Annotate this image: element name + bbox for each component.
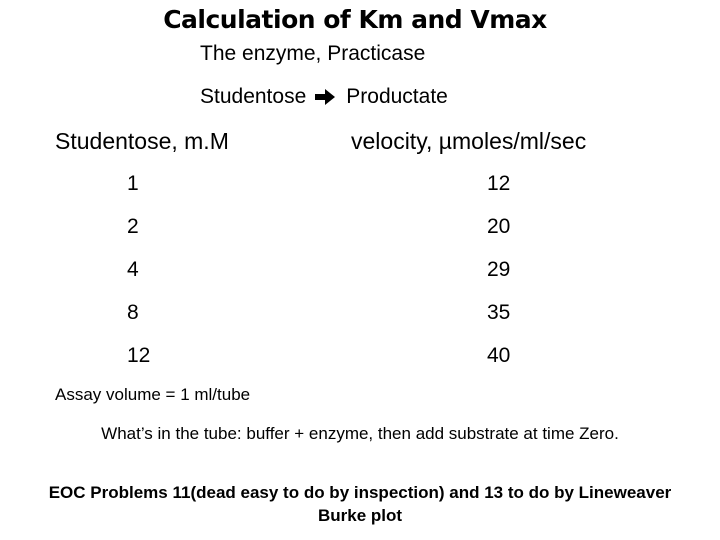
table-row [0, 301, 720, 337]
reaction-equation [200, 85, 448, 109]
substrate-column-header: Studentose, m.M [55, 128, 229, 154]
velocity-cell: 12 [487, 172, 511, 195]
velocity-cell: 20 [487, 215, 511, 238]
substrate-cell: 12 [127, 344, 151, 367]
reaction-substrate: Studentose [200, 85, 307, 108]
tube-contents-note: What’s in the tube: buffer + enzyme, then add substrate at time Zero. [101, 424, 619, 443]
assay-volume-note: Assay volume = 1 ml/tube [55, 385, 251, 404]
velocity-cell: 35 [487, 301, 511, 324]
enzyme-subtitle: The enzyme, Practicase [200, 42, 426, 65]
substrate-cell: 8 [127, 301, 139, 324]
right-arrow-icon [314, 88, 336, 106]
table-row [0, 258, 720, 294]
velocity-column-header: velocity, µmoles/ml/sec [351, 128, 587, 154]
page-title: Calculation of Km and Vmax [163, 5, 547, 34]
substrate-cell: 4 [127, 258, 139, 281]
table-row [0, 215, 720, 251]
table-row [0, 172, 720, 208]
substrate-cell: 1 [127, 172, 139, 195]
reaction-product: Productate [346, 85, 448, 108]
eoc-problems-note: EOC Problems 11(dead easy to do by inspection) and 13 to do by Lineweaver Burke plot [48, 483, 672, 525]
velocity-cell: 29 [487, 258, 511, 281]
substrate-cell: 2 [127, 215, 139, 238]
velocity-cell: 40 [487, 344, 511, 367]
table-row [0, 344, 720, 380]
